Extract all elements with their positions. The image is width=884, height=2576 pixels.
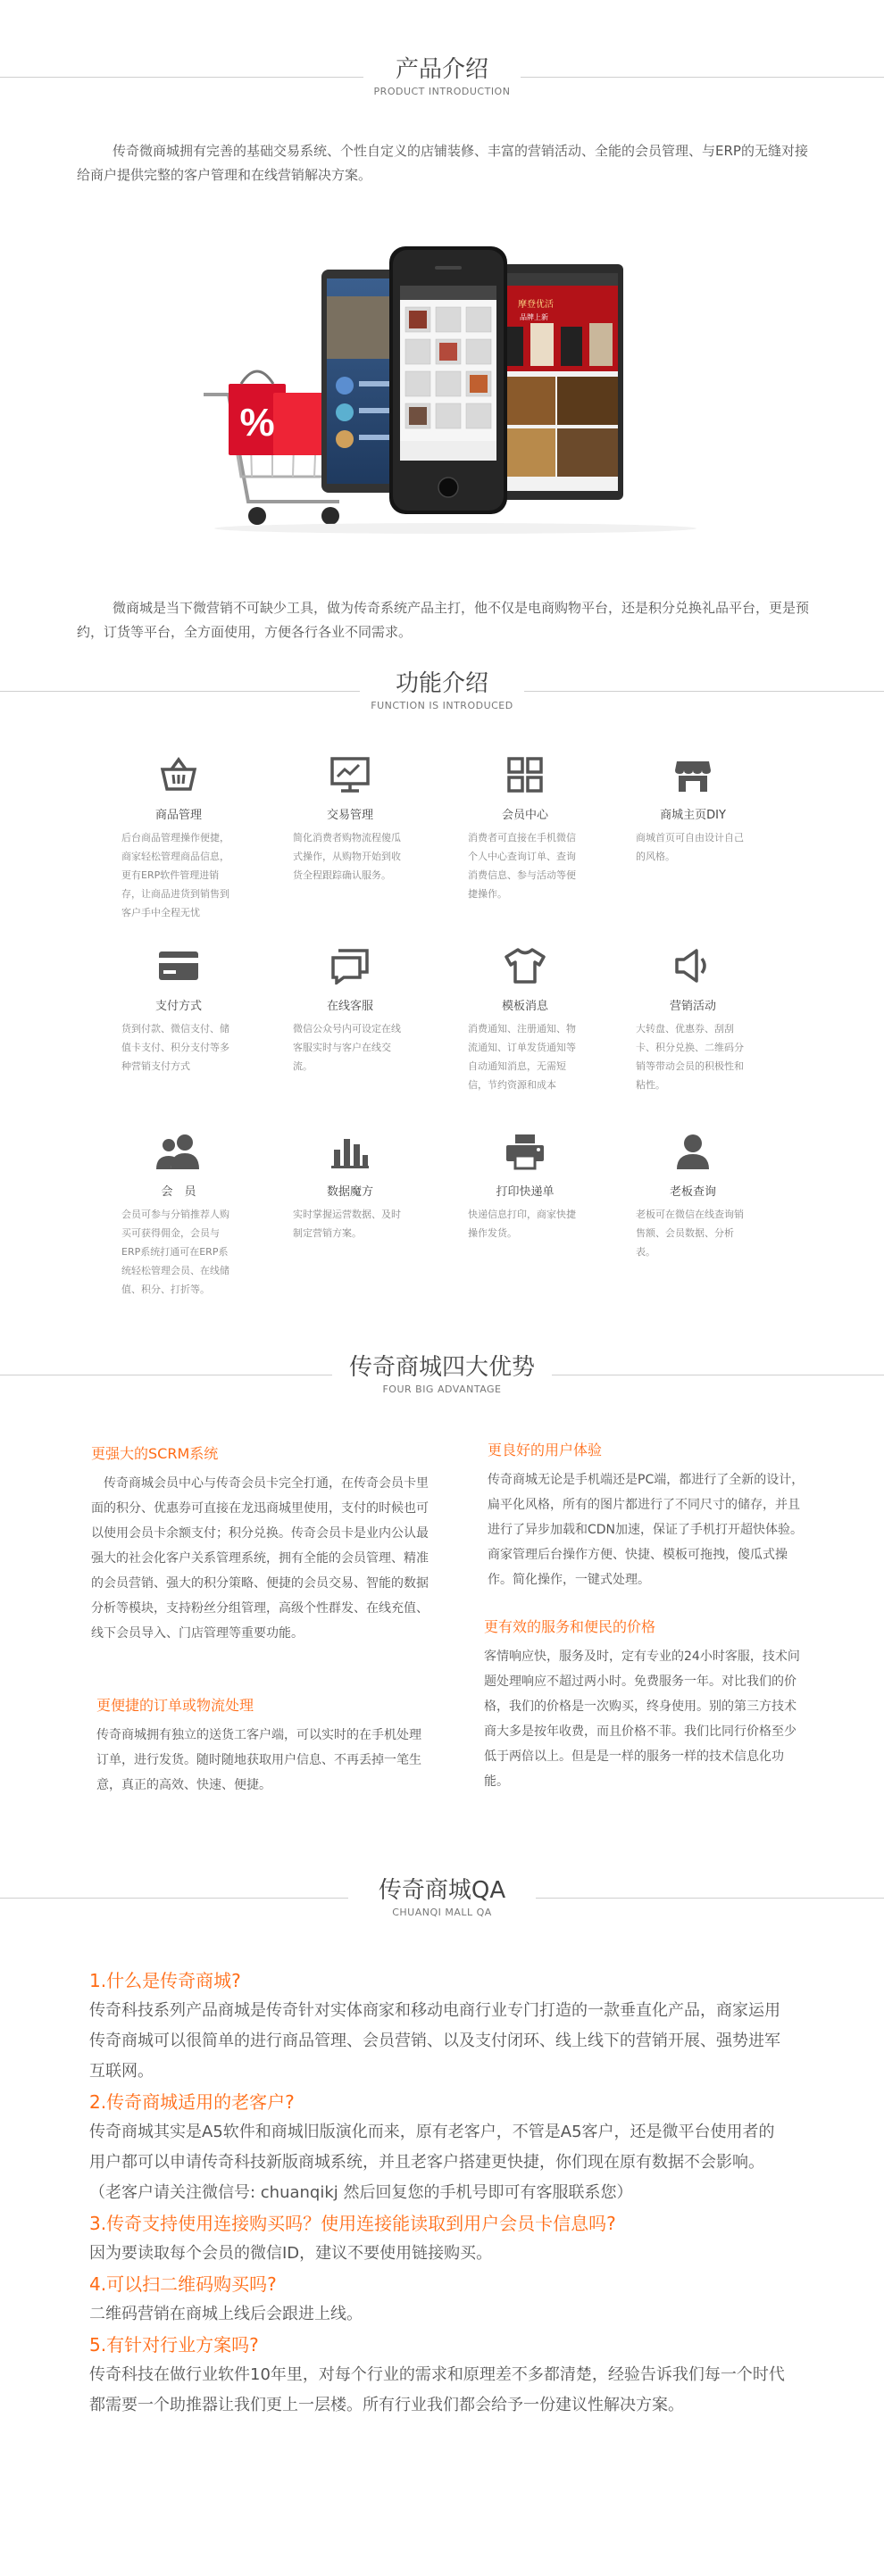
advantage-item: [488, 1441, 807, 1592]
advantage-item: [91, 1444, 430, 1646]
qa-answer: 因为要读取每个会员的微信ID，建议不要使用链接购买。: [89, 2244, 493, 2263]
printer-icon: [463, 1125, 588, 1178]
qa-answer: 传奇科技系列产品商城是传奇针对实体商家和移动电商行业专门打造的一款垂直化产品，商家运用传奇商城可以很简单的进行商品管理、会员营销、以及支付闭环、线上线下的营销开展、强势进军互联网。: [89, 2001, 780, 2081]
feature-desc: 实时掌握运营数据、及时制定营销方案。: [293, 1209, 401, 1239]
advantages-header: [0, 1351, 884, 1396]
qa-question: 5.有针对行业方案吗?: [89, 2334, 259, 2356]
feature-name: 商城主页DIY: [660, 809, 726, 822]
feature-item: [463, 939, 588, 1094]
qa-answer: 传奇科技在做行业软件10年里，对每个行业的需求和原理差不多都清楚，经验告诉我们每一个时代都需要一个助推器让我们更上一层楼。所有行业我们都会给予一份建议性解决方案。: [89, 2365, 785, 2414]
card-icon: [116, 939, 241, 993]
svg-text:摩登优活: 摩登优活: [518, 300, 554, 310]
feature-desc: 消费通知、注册通知、物流通知、订单发货通知等自动通知消息，无需短信，节约资源和成本: [468, 1023, 576, 1091]
feature-name: 会员中心: [501, 809, 548, 822]
section-title: 功能介绍: [395, 670, 488, 697]
advantage-title: 更有效的服务和便民的价格: [484, 1618, 656, 1635]
feature-name: 打印快递单: [496, 1185, 555, 1199]
divider: [0, 1898, 348, 1899]
divider: [509, 691, 884, 692]
feature-item: [630, 939, 755, 1094]
feature-desc: 简化消费者购物流程傻瓜式操作，从购物开始到收货全程跟踪确认服务。: [293, 832, 401, 881]
product-showcase-image: [188, 234, 705, 537]
qa-question: 2.传奇商城适用的老客户?: [89, 2091, 295, 2113]
grid-icon: [463, 748, 588, 802]
feature-desc: 微信公众号内可设定在线客服实时与客户在线交流。: [293, 1023, 401, 1072]
speaker-icon: [630, 939, 755, 993]
feature-name: 交易管理: [326, 809, 373, 822]
feature-desc: 后台商品管理操作便捷，商家轻松管理商品信息，更有ERP软件管理进销存，让商品进货到销售到客户手中全程无忧: [121, 832, 229, 918]
qa-question: 3.传奇支持使用连接购买吗？使用连接能读取到用户会员卡信息吗?: [89, 2213, 616, 2234]
smartphone-image: [389, 246, 507, 514]
qa-answer: 二维码营销在商城上线后会跟进上线。: [89, 2305, 363, 2323]
intro-paragraph: 传奇微商城拥有完善的基础交易系统、个性自定义的店铺装修、丰富的营销活动、全能的会员管理、与ERP的无缝对接给商户提供完整的客户管理和在线营销解决方案。: [77, 143, 808, 183]
feature-item: [630, 748, 755, 866]
feature-desc: 货到付款、微信支付、储值卡支付、积分支付等多种营销支付方式: [121, 1023, 229, 1072]
feature-name: 会 员: [161, 1185, 196, 1199]
features-header: [0, 668, 884, 712]
feature-desc: 商城首页可自由设计自己的风格。: [636, 832, 744, 862]
svg-text:%: %: [239, 401, 275, 445]
feature-name: 营销活动: [669, 1000, 716, 1013]
divider: [0, 691, 375, 692]
feature-name: 在线客服: [326, 1000, 373, 1013]
section-subtitle: FUNCTION IS INTRODUCED: [371, 700, 513, 711]
feature-item: [288, 1125, 413, 1242]
feature-item: [116, 939, 241, 1076]
feature-desc: 老板可在微信在线查询销售额、会员数据、分析表。: [636, 1209, 744, 1258]
advantage-item: [484, 1617, 807, 1794]
section-title: 传奇商城QA: [378, 1877, 506, 1904]
shirt-icon: [463, 939, 588, 993]
monitor-icon: [288, 748, 413, 802]
advantage-title: 更良好的用户体验: [488, 1442, 603, 1458]
advantage-item: [96, 1696, 427, 1798]
feature-desc: 消费者可直接在手机微信个人中心查询订单、查询消费信息、参与活动等便捷操作。: [468, 832, 576, 900]
advantage-title: 更便捷的订单或物流处理: [96, 1697, 254, 1714]
feature-desc: 大转盘、优惠券、刮刮卡、积分兑换、二维码分销等带动会员的积极性和粘性。: [636, 1023, 744, 1091]
feature-item: [116, 748, 241, 922]
qa-question: 1.什么是传奇商城?: [89, 1970, 241, 1991]
qa-answer: 传奇商城其实是A5软件和商城旧版演化而来，原有老客户，不管是A5客户，还是微平台使用者的用户都可以申请传奇科技新版商城系统，并且老客户搭建更快捷，你们现在原有数据不会影响。（老客户请关注微信号: chuanqikj 然后回复您的手机号即可有客服联系您）: [89, 2123, 775, 2202]
svg-text:品牌上新: 品牌上新: [520, 313, 548, 321]
feature-item: [463, 748, 588, 903]
qa-question: 4.可以扫二维码购买吗?: [89, 2273, 277, 2295]
app-screen-right: [489, 264, 623, 500]
feature-name: 支付方式: [154, 1000, 202, 1013]
advantage-body: 客情响应快，服务及时，定有专业的24小时客服，技术问题处理响应不超过两小时。免费服务一年。对比我们的价格，我们的价格是一次购买，终身使用。别的第三方技术商大多是按年收费，而且价格不菲。我们比同行价格至少低于两倍以上。但是是一样的服务一样的技术信息化功能。: [484, 1649, 800, 1789]
section-title: 传奇商城四大优势: [348, 1354, 535, 1381]
feature-item: [288, 748, 413, 885]
store-icon: [630, 748, 755, 802]
feature-item: [630, 1125, 755, 1261]
feature-name: 老板查询: [669, 1185, 716, 1199]
feature-desc: 会员可参与分销推荐人购买可获得佣金，会员与ERP系统打通可在ERP系统轻松管理会员、在线储值、积分、打折等。: [121, 1209, 229, 1295]
section-subtitle: CHUANQI MALL QA: [392, 1907, 492, 1918]
advantage-body: 传奇商城拥有独立的送货工客户端，可以实时的在手机处理订单，进行发货。随时随地获取用户信息、不再丢掉一笔生意，真正的高效、快速、便捷。: [96, 1728, 421, 1792]
advantage-title: 更强大的SCRM系统: [91, 1445, 219, 1462]
feature-name: 模板消息: [501, 1000, 548, 1013]
section-title: 产品介绍: [395, 56, 488, 83]
feature-item: [463, 1125, 588, 1242]
divider: [536, 1898, 884, 1899]
feature-item: [288, 939, 413, 1076]
feature-desc: 快递信息打印，商家快捷操作发货。: [468, 1209, 576, 1239]
users-icon: [116, 1125, 241, 1178]
user-icon: [630, 1125, 755, 1178]
bar-chart-icon: [288, 1125, 413, 1178]
chat-icon: [288, 939, 413, 993]
basket-icon: [116, 748, 241, 802]
feature-name: 数据魔方: [326, 1185, 373, 1199]
feature-item: [116, 1125, 241, 1299]
advantage-body: 传奇商城无论是手机端还是PC端，都进行了全新的设计，扁平化风格，所有的图片都进行了不同尺寸的储存，并且进行了异步加载和CDN加速，保证了手机打开超快体验。商家管理后台操作方便、快捷、模板可拖拽，傻瓜式操作。简化操作，一键式处理。: [488, 1473, 805, 1587]
section-subtitle: FOUR BIG ADVANTAGE: [382, 1384, 502, 1395]
qa-list: [89, 1965, 786, 2421]
advantage-body: 传奇商城会员中心与传奇会员卡完全打通，在传奇会员卡里面的积分、优惠券可直接在龙迅商城里使用，支付的时候也可以使用会员卡余额支付；积分兑换。传奇会员卡是业内公认最强大的社会化客户关系管理系统，拥有全能的会员管理、精准的会员营销、强大的积分策略、便捷的会员交易、智能的数据分析等模块，支持粉丝分组管理，高级个性群发、在线充值、线下会员导入、门店管理等重要功能。: [91, 1476, 429, 1641]
feature-name: 商品管理: [154, 809, 202, 822]
intro-header: [0, 54, 884, 98]
intro-paragraph-2: 微商城是当下微营销不可缺少工具，做为传奇系统产品主打，他不仅是电商购物平台，还是积分兑换礼品平台，更是预约，订货等平台，全方面使用，方便各行各业不同需求。: [77, 600, 810, 640]
divider: [0, 77, 366, 78]
section-subtitle: PRODUCT INTRODUCTION: [373, 86, 511, 97]
qa-header: [0, 1874, 884, 1919]
divider: [518, 77, 884, 78]
